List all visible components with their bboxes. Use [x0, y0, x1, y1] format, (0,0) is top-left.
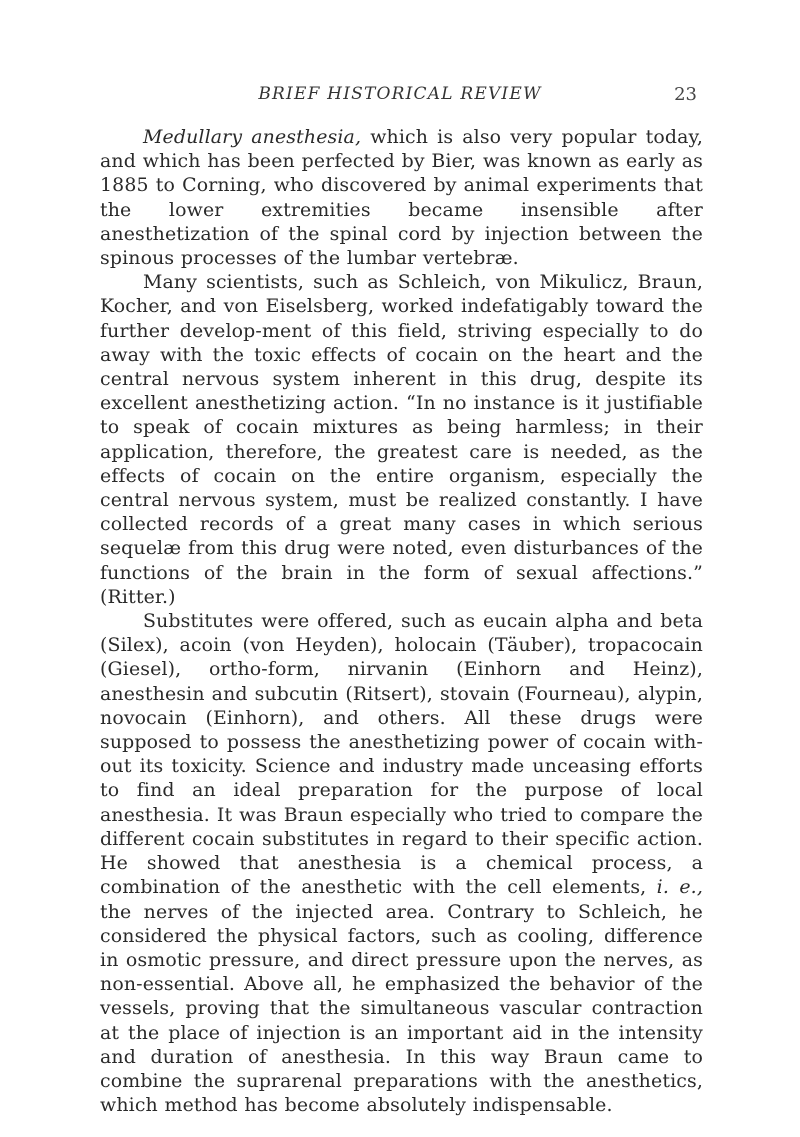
italic-term: Medullary anesthesia,: [143, 126, 362, 148]
paragraph-substitutes: [100, 609, 703, 1117]
paragraph-text: Substitutes were offered, such as eucain alpha and beta (Silex), acoin (von Heyden), holocain (Täuber), tropacocain (Giesel), ortho-form, nirvanin (Einhorn and Heinz), anesthesin and subcutin (Ritsert), stovain (Fourneau), alypin, novocain (Einhorn), and others. All these drugs were supposed to possess the anesthetizing power of cocain with-out its toxicity. Science and industry made unceasing efforts to find an ideal preparation for the purpose of local anesthesia. It was Braun especially who tried to compare the different cocain substitutes in regard to their specific action. He showed that anesthesia is a chemical process, a combination of the anesthetic with the cell elements,: [100, 610, 703, 899]
page-number: 23: [674, 84, 697, 105]
running-title: BRIEF HISTORICAL REVIEW: [258, 84, 542, 104]
paragraph-medullary-anesthesia: [100, 125, 703, 270]
paragraph-cocain-toxicity: [100, 270, 703, 609]
body-text: [100, 125, 703, 1117]
running-head: [0, 84, 800, 108]
paragraph-text: Many scientists, such as Schleich, von Mikulicz, Braun, Kocher, and von Eiselsberg, worked indefatigably toward the further develop-ment of this field, striving especially to do away with the toxic effects of cocain on the heart and the central nervous system inherent in this drug, despite its excellent anesthetizing action. “In no instance is it justifiable to speak of cocain mixtures as being harmless; in their application, therefore, the greatest care is needed, as the effects of cocain on the entire organism, especially the central nervous system, must be realized constantly. I have collected records of a great many cases in which serious sequelæ from this drug were noted, even disturbances of the functions of the brain in the form of sexual affections.” (Ritter.): [100, 271, 703, 608]
paragraph-text: the nerves of the injected area. Contrary to Schleich, he considered the physical factors, such as cooling, difference in osmotic pressure, and direct pressure upon the nerves, as non-essential. Above all, he emphasized the behavior of the vessels, proving that the simultaneous vascular contraction at the place of injection is an important aid in the intensity and duration of anesthesia. In this way Braun came to combine the suprarenal preparations with the anesthetics, which method has become absolutely indispensable.: [100, 900, 703, 1117]
paragraph-text: which is also very popular today, and which has been perfected by Bier, was known as early as 1885 to Corning, who discovered by animal experiments that the lower extremities became insensible after anesthetization of the spinal cord by injection between the spinous processes of the lumbar vertebræ.: [100, 126, 703, 270]
italic-abbreviation: i. e.,: [656, 876, 703, 899]
